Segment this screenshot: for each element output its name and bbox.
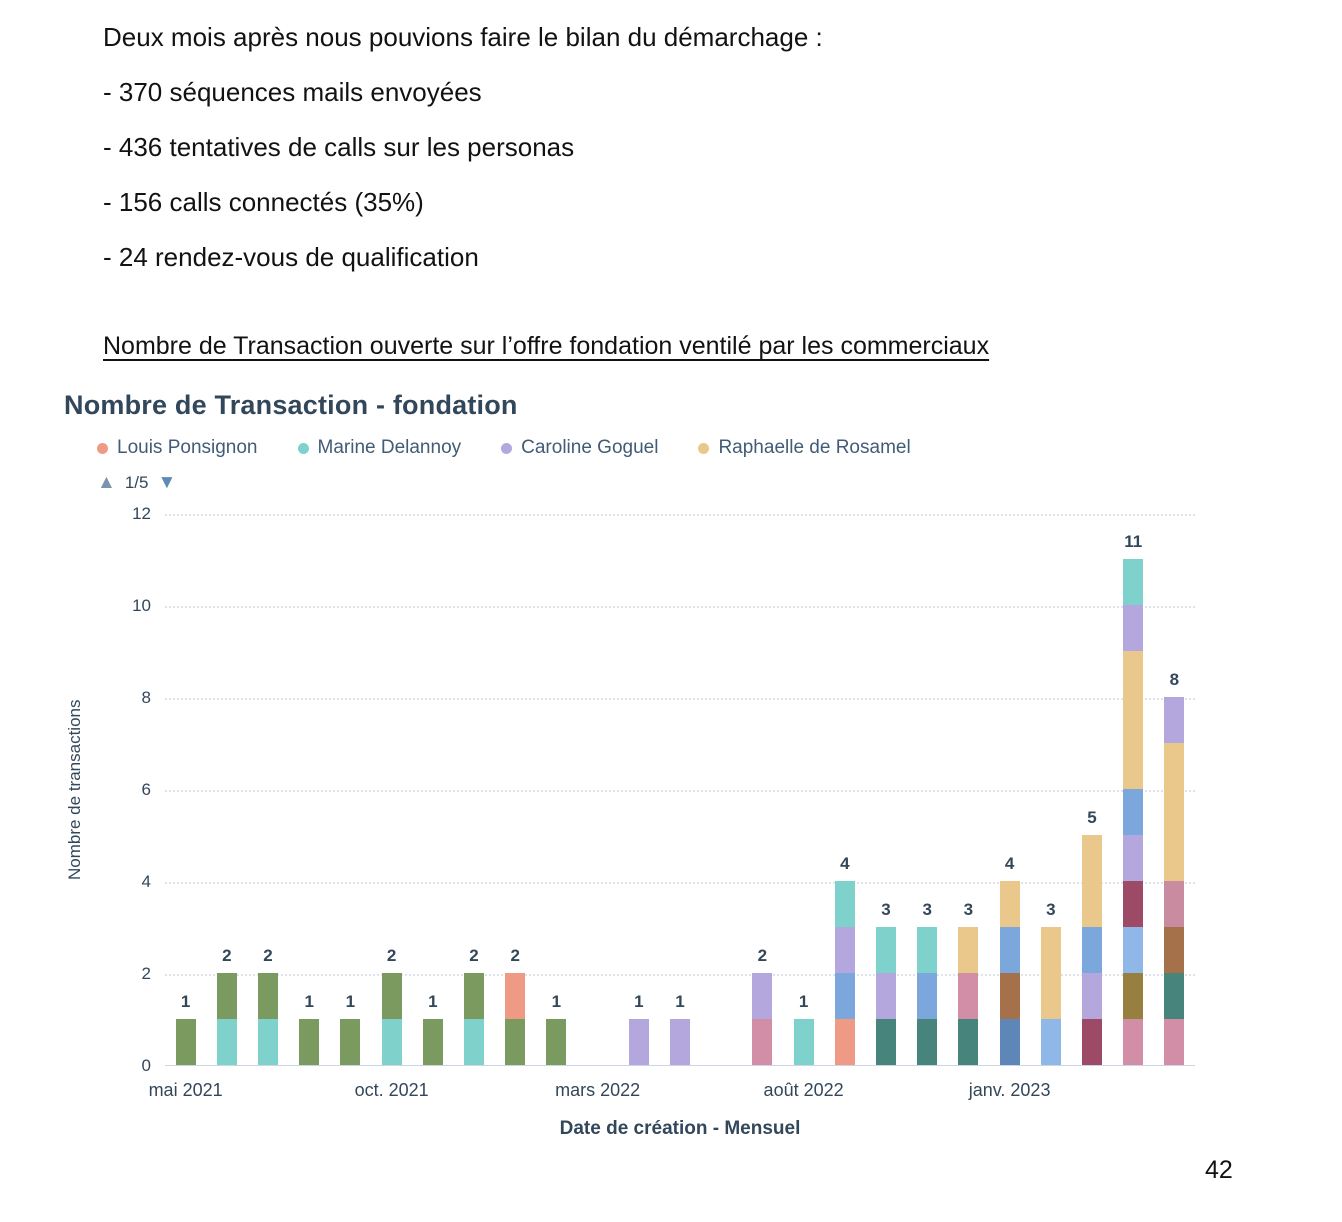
bar-sept-2022[interactable] <box>835 881 855 1065</box>
legend-item[interactable] <box>298 437 462 459</box>
legend-dot-icon <box>298 443 309 454</box>
plot-area <box>132 504 1195 1100</box>
bar-segment[interactable] <box>958 973 978 1019</box>
bar-mars-2023[interactable] <box>1082 835 1102 1065</box>
bar-segment[interactable] <box>423 1019 443 1065</box>
bar-mai-2023[interactable] <box>1164 697 1184 1065</box>
legend-label: Marine Delannoy <box>317 437 462 458</box>
bar-segment[interactable] <box>1164 927 1184 973</box>
bar-segment[interactable] <box>1082 973 1102 1019</box>
bar-segment[interactable] <box>917 973 937 1019</box>
bar-segment[interactable] <box>1000 1019 1020 1065</box>
legend-item[interactable] <box>501 437 658 459</box>
bar-segment[interactable] <box>1164 1019 1184 1065</box>
y-tick-label: 2 <box>141 964 151 983</box>
gridline <box>165 514 1195 516</box>
bar-segment[interactable] <box>464 1019 484 1065</box>
bar-value-label: 1 <box>551 992 562 1011</box>
bar-segment[interactable] <box>752 973 772 1019</box>
bar-value-label: 1 <box>428 992 438 1011</box>
intro-bullet: - 156 calls connectés (35%) <box>103 187 424 217</box>
bar-segment[interactable] <box>1123 881 1143 927</box>
page-number: 42 <box>1205 1156 1233 1184</box>
gridline <box>165 882 1195 884</box>
y-tick-label: 0 <box>141 1056 151 1075</box>
legend-page-indicator: 1/5 <box>124 473 149 492</box>
bar-segment[interactable] <box>835 927 855 973</box>
bar-segment[interactable] <box>1123 605 1143 651</box>
gridline <box>165 698 1195 700</box>
bar-déc-2021[interactable] <box>464 973 484 1065</box>
bar-oct-2021[interactable] <box>382 973 402 1065</box>
bar-août-2022[interactable] <box>794 1019 814 1065</box>
bar-segment[interactable] <box>1082 835 1102 927</box>
bar-segment[interactable] <box>1123 927 1143 973</box>
chart-card <box>64 388 1199 1139</box>
x-tick-label: mars 2022 <box>555 1080 641 1100</box>
bar-value-label: 2 <box>757 946 768 965</box>
bar-value-label: 2 <box>510 946 520 965</box>
bar-segment[interactable] <box>505 1019 525 1065</box>
y-tick-label: 8 <box>141 688 151 707</box>
y-tick-label: 12 <box>132 504 151 523</box>
bar-value-label: 4 <box>840 854 850 873</box>
bar-segment[interactable] <box>1123 789 1143 835</box>
bar-value-label: 2 <box>386 946 397 965</box>
bar-segment[interactable] <box>1164 973 1184 1019</box>
bar-segment[interactable] <box>1000 881 1020 927</box>
bar-segment[interactable] <box>1000 927 1020 973</box>
bar-segment[interactable] <box>1041 1019 1061 1065</box>
bar-segment[interactable] <box>1082 927 1102 973</box>
bar-segment[interactable] <box>505 973 525 1019</box>
bar-segment[interactable] <box>835 1019 855 1065</box>
bar-segment[interactable] <box>464 973 484 1019</box>
legend-page-down-icon[interactable]: ▼ <box>157 472 177 493</box>
chart-title: Nombre de Transaction - fondation <box>64 390 518 420</box>
bar-segment[interactable] <box>217 973 237 1019</box>
bar-segment[interactable] <box>1164 881 1184 927</box>
legend-item[interactable] <box>97 437 258 459</box>
y-tick-label: 10 <box>132 596 151 615</box>
x-tick-label: août 2022 <box>763 1080 844 1100</box>
bar-segment[interactable] <box>340 1019 360 1065</box>
legend-dot-icon <box>501 443 512 454</box>
bar-segment[interactable] <box>382 973 402 1019</box>
legend-dot-icon <box>698 443 709 454</box>
bar-segment[interactable] <box>1123 559 1143 605</box>
bar-segment[interactable] <box>1164 743 1184 881</box>
bar-value-label: 8 <box>1169 670 1180 689</box>
bar-segment[interactable] <box>917 927 937 973</box>
bar-janv-2022[interactable] <box>505 973 525 1065</box>
bar-segment[interactable] <box>958 1019 978 1065</box>
bar-segment[interactable] <box>876 973 896 1019</box>
legend-label: Raphaelle de Rosamel <box>718 437 911 458</box>
intro-bullet: - 370 séquences mails envoyées <box>103 77 482 107</box>
bar-value-label: 1 <box>304 992 314 1011</box>
bar-value-label: 4 <box>1004 854 1015 873</box>
chart-legend <box>64 436 1199 460</box>
bar-value-label: 2 <box>263 946 273 965</box>
bar-value-label: 3 <box>881 900 891 919</box>
bar-value-label: 3 <box>963 900 974 919</box>
bar-avr-2023[interactable] <box>1123 559 1143 1065</box>
bar-févr-2022[interactable] <box>546 1019 566 1065</box>
intro-lead: Deux mois après nous pouvions faire le bilan du démarchage : <box>103 22 823 52</box>
bar-value-label: 3 <box>1046 900 1056 919</box>
bar-mai-2022[interactable] <box>670 1019 690 1065</box>
bar-segment[interactable] <box>546 1019 566 1065</box>
x-tick-label: oct. 2021 <box>354 1080 429 1100</box>
bar-segment[interactable] <box>176 1019 196 1065</box>
bar-value-label: 5 <box>1087 808 1097 827</box>
legend-label: Louis Ponsignon <box>117 437 258 458</box>
gridline <box>165 790 1195 792</box>
bar-oct-2022[interactable] <box>876 927 896 1065</box>
bar-mai-2021[interactable] <box>176 1019 196 1065</box>
y-tick-label: 6 <box>141 780 151 799</box>
section-title: Nombre de Transaction ouverte sur l’offre fondation ventilé par les commerciaux <box>103 332 990 360</box>
bar-segment[interactable] <box>258 1019 278 1065</box>
bar-janv-2023[interactable] <box>1000 881 1020 1065</box>
plot-wrap <box>65 504 1195 1139</box>
legend-page-up-icon[interactable]: ▲ <box>97 472 116 493</box>
bar-nov-2022[interactable] <box>917 927 937 1065</box>
bar-déc-2022[interactable] <box>958 927 978 1065</box>
intro-bullet: - 24 rendez-vous de qualification <box>103 242 479 272</box>
bar-segment[interactable] <box>670 1019 690 1065</box>
y-tick-label: 4 <box>141 872 151 891</box>
bar-nov-2021[interactable] <box>423 1019 443 1065</box>
bar-value-label: 1 <box>798 992 809 1011</box>
bar-value-label: 1 <box>345 992 356 1011</box>
x-tick-label: mai 2021 <box>148 1080 223 1100</box>
bar-segment[interactable] <box>917 1019 937 1065</box>
bar-segment[interactable] <box>794 1019 814 1065</box>
bar-juil-2021[interactable] <box>258 973 278 1065</box>
bar-févr-2023[interactable] <box>1041 927 1061 1065</box>
bar-value-label: 2 <box>222 946 232 965</box>
y-axis-title: Nombre de transactions <box>65 699 84 881</box>
bar-value-label: 11 <box>1124 532 1143 551</box>
legend-pagination <box>64 472 1199 494</box>
bar-segment[interactable] <box>1164 697 1184 743</box>
legend-item[interactable] <box>698 437 910 459</box>
bar-value-label: 1 <box>180 992 191 1011</box>
intro-bullet: - 436 tentatives de calls sur les personas <box>103 132 575 162</box>
legend-label: Caroline Goguel <box>521 437 659 458</box>
bar-segment[interactable] <box>299 1019 319 1065</box>
bar-segment[interactable] <box>1123 651 1143 789</box>
gridline <box>165 606 1195 608</box>
bar-segment[interactable] <box>1041 927 1061 1019</box>
bar-avr-2022[interactable] <box>629 1019 649 1065</box>
bar-segment[interactable] <box>1082 1019 1102 1065</box>
bar-segment[interactable] <box>752 1019 772 1065</box>
bar-segment[interactable] <box>382 1019 402 1065</box>
bar-juin-2021[interactable] <box>217 973 237 1065</box>
bar-segment[interactable] <box>217 1019 237 1065</box>
bar-segment[interactable] <box>835 973 855 1019</box>
bar-segment[interactable] <box>1123 973 1143 1019</box>
bar-segment[interactable] <box>876 927 896 973</box>
bar-value-label: 1 <box>634 992 644 1011</box>
bar-segment[interactable] <box>1123 1019 1143 1065</box>
bar-segment[interactable] <box>1123 835 1143 881</box>
bar-value-label: 3 <box>922 900 932 919</box>
intro-block <box>103 10 823 285</box>
bar-segment[interactable] <box>876 1019 896 1065</box>
bar-segment[interactable] <box>835 881 855 927</box>
x-axis-title: Date de création - Mensuel <box>559 1118 801 1139</box>
legend-dot-icon <box>97 443 108 454</box>
bar-sept-2021[interactable] <box>340 1019 360 1065</box>
bar-value-label: 2 <box>469 946 479 965</box>
bar-segment[interactable] <box>258 973 278 1019</box>
bar-segment[interactable] <box>1000 973 1020 1019</box>
bar-value-label: 1 <box>675 992 685 1011</box>
bar-août-2021[interactable] <box>299 1019 319 1065</box>
bar-juil-2022[interactable] <box>752 973 772 1065</box>
x-tick-label: janv. 2023 <box>968 1080 1051 1100</box>
bar-segment[interactable] <box>958 927 978 973</box>
bar-segment[interactable] <box>629 1019 649 1065</box>
